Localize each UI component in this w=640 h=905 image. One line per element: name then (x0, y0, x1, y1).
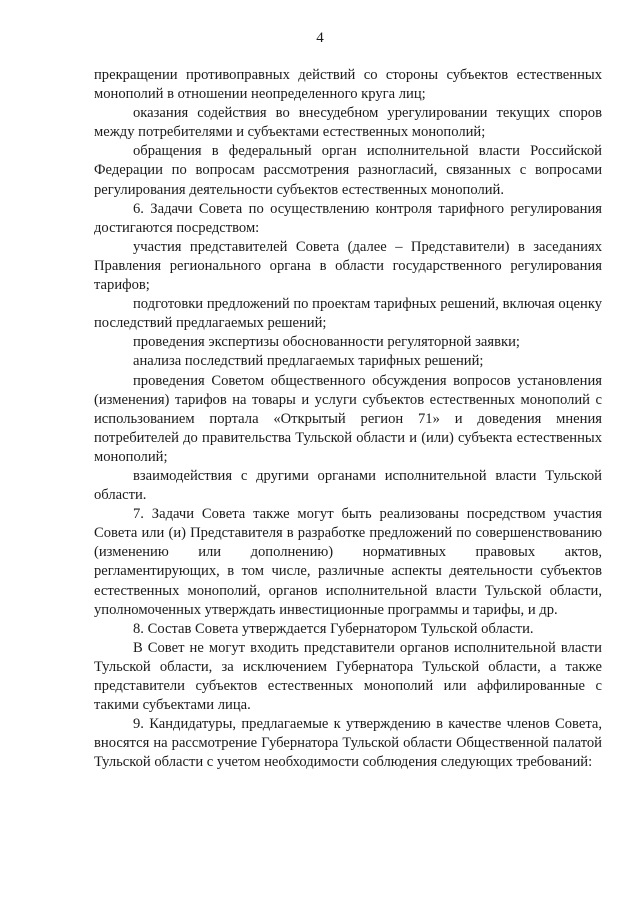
document-body (94, 66, 602, 772)
paragraph-item-9: 9. Кандидатуры, предлагаемые к утверждению в качестве членов Совета, вносятся на рассмотрение Губернатора Тульской области Общественной палатой Тульской области с учетом необходимости соблюдения следующих требований: (94, 716, 602, 771)
paragraph-item-8: 8. Состав Совета утверждается Губернатором Тульской области. (133, 620, 534, 637)
paragraph-interaction: взаимодействия с другими органами исполнительной власти Тульской области. (94, 467, 602, 504)
page-number: 4 (316, 30, 324, 46)
paragraph-expertise: проведения экспертизы обоснованности регуляторной заявки; (133, 334, 520, 351)
paragraph-proposals: подготовки предложений по проектам тарифных решений, включая оценку последствий предлагаемых решений; (94, 296, 602, 332)
paragraph-monopoly-actions: прекращении противоправных действий со стороны субъектов естественных монополий в отношении неопределенного круга лиц; (94, 67, 602, 103)
paragraph-representatives: участия представителей Совета (далее – Представители) в заседаниях Правления регионального органа в области государственного регулирования тарифов; (94, 238, 602, 294)
paragraph-council-exclusions: В Совет не могут входить представители органов исполнительной власти Тульской области, за исключением Губернатора Тульской области, а также представители субъектов естественных монополий или аффилированные с такими субъектами лица. (94, 639, 602, 714)
paragraph-public-discussion: проведения Советом общественного обсуждения вопросов установления (изменения) тарифов на товары и услуги субъектов естественных монополий с использованием портала «Открытый регион 71» и доведения мнения потребителей до правительства Тульской области и (или) субъекта естественных монополий; (94, 372, 602, 465)
paragraph-federal-appeal: обращения в федеральный орган исполнительной власти Российской Федерации по вопросам рассмотрения разногласий, связанных с вопросами регулирования деятельности субъектов естественных монополий. (94, 143, 602, 198)
paragraph-item-7: 7. Задачи Совета также могут быть реализованы посредством участия Совета или (и) Представителя в разработке предложений по совершенствованию (изменению или дополнению) нормативных правовых актов, регламентирующих, в том числе, различные аспекты деятельности субъектов естественных монополий, органов исполнительной власти Тульской области, уполномоченных утверждать инвестиционные программы и тарифы, и др. (94, 506, 602, 618)
paragraph-item-6: 6. Задачи Совета по осуществлению контроля тарифного регулирования достигаются посредством: (94, 200, 602, 236)
paragraph-dispute-assistance: оказания содействия во внесудебном урегулировании текущих споров между потребителями и субъектами естественных монополий; (94, 105, 602, 141)
paragraph-analysis: анализа последствий предлагаемых тарифных решений; (133, 353, 484, 370)
